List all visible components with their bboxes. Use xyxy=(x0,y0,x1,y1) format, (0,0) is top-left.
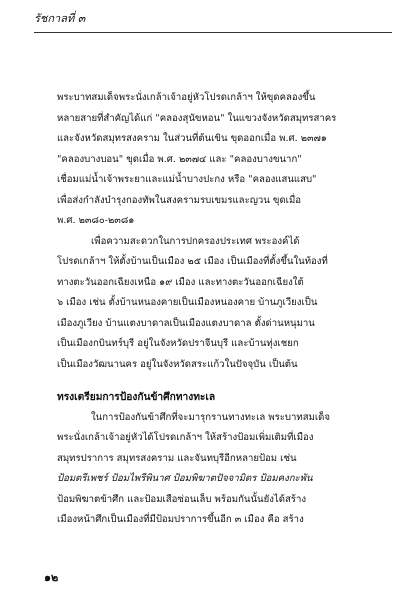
text-line: ทางตะวันออกเฉียงเหนือ ๑๙ เมือง และทางตะวันออกเฉียงใต้ xyxy=(57,276,304,288)
paragraph-canals xyxy=(57,88,369,232)
text-line: เมืองภูเวียง บ้านแตงบาดาลเป็นเมืองแตงบาดาล ตั้งด่านหนุมาน xyxy=(57,317,315,329)
text-line: เป็นเมืองวัฒนานคร อยู่ในจังหวัดสระแก้วในปัจจุบัน เป็นต้น xyxy=(57,358,298,370)
text-line: สมุทรปราการ สมุทรสงคราม และจันทบุรีอีกหลายป้อม เช่น xyxy=(57,452,297,464)
text-line: หลายสายที่สำคัญได้แก่ "คลองสุนัขหอน" ในแขวงจังหวัดสมุทรสาคร xyxy=(57,112,337,124)
text-line: เป็นเมืองกบินทร์บุรี อยู่ในจังหวัดปราจีนบุรี และบ้านทุ่งเชยก xyxy=(57,338,299,349)
section-heading xyxy=(57,387,369,408)
section-heading-text: ทรงเตรียมการป้องกันข้าศึกทางทะเล xyxy=(57,391,216,403)
text-line: "คลองบางบอน" ขุดเมื่อ พ.ศ. ๒๓๗๔ และ "คลองบางขนาก" xyxy=(57,153,302,165)
text-line: ป้อมพิฆาตข้าศึก และป้อมเสือซ่อนเล็บ พร้อมกันนั้นยังได้สร้าง xyxy=(57,493,307,505)
page-body xyxy=(57,88,369,531)
text-line: เพื่อความสะดวกในการปกครองประเทศ พระองค์ได้ xyxy=(91,235,300,247)
paragraph-sea-defense xyxy=(57,408,369,531)
text-line: พ.ศ. ๒๓๘๐-๒๓๘๑ xyxy=(57,215,135,226)
text-line: เพื่อส่งกำลังบำรุงกองทัพในสงครามรบเขมรและญวน ขุดเมื่อ xyxy=(57,194,302,206)
running-header xyxy=(34,12,85,26)
text-line: และจังหวัดสมุทรสงคราม ในส่วนที่ต้นเขิน ขุดออกเมื่อ พ.ศ. ๒๓๗๑ xyxy=(57,133,327,144)
text-line: พระบาทสมเด็จพระนั่งเกล้าเจ้าอยู่หัวโปรดเกล้าฯ ให้ขุดคลองขึ้น xyxy=(57,92,316,103)
text-line: โปรดเกล้าฯ ให้ตั้งบ้านเป็นเมือง ๒๕ เมือง เป็นเมืองที่ตั้งขึ้นในท้องที่ xyxy=(57,256,328,267)
page-number: ๑๒ xyxy=(44,571,59,584)
running-title: รัชกาลที่ ๓ xyxy=(34,12,86,25)
text-line: พระนั่งเกล้าเจ้าอยู่หัวได้โปรดเกล้าฯ ให้สร้างป้อมเพิ่มเติมที่เมือง xyxy=(57,432,314,443)
header-rule xyxy=(34,32,392,33)
text-line: เชื่อมแม่น้ำเจ้าพระยาและแม่น้ำบางปะกง หรือ "คลองแสนแสบ" xyxy=(57,174,317,185)
text-line: ป้อมตรีเพชร์ ป้อมไพรีพินาศ ป้อมพิฆาตปัจจามิตร ป้อมคงกะพัน xyxy=(57,473,313,484)
paragraph-administration xyxy=(57,232,369,376)
text-line: ในการป้องกันข้าศึกที่จะมารุกรานทางทะเล พระบาทสมเด็จ xyxy=(91,411,331,423)
text-line: ๖ เมือง เช่น ตั้งบ้านหนองคายเป็นเมืองหนองคาย บ้านภูเวียงเป็น xyxy=(57,297,318,308)
text-line: เมืองหน้าศึกเป็นเมืองที่มีป้อมปราการขึ้นอีก ๓ เมือง คือ สร้าง xyxy=(57,514,304,525)
